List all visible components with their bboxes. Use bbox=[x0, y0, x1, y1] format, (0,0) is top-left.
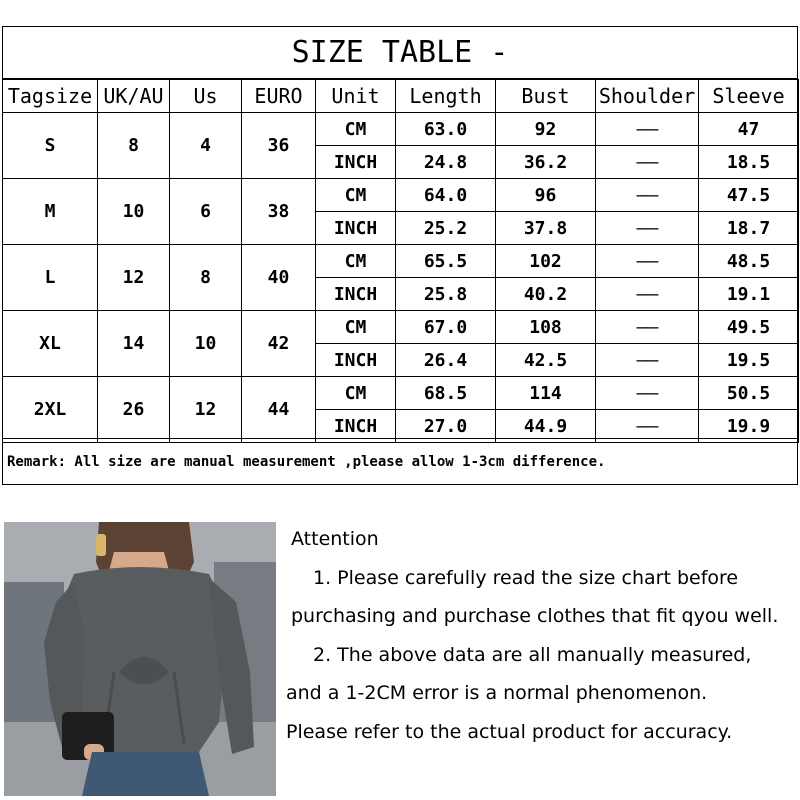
header-cell: EURO bbox=[242, 80, 316, 113]
length-cell: 67.0 bbox=[396, 311, 496, 344]
table-row bbox=[3, 245, 799, 278]
header-cell: Us bbox=[170, 80, 242, 113]
header-row bbox=[3, 80, 799, 113]
uk-size-cell: 8 bbox=[98, 113, 170, 179]
unit-cell: CM bbox=[316, 377, 396, 410]
header-cell: Sleeve bbox=[699, 80, 799, 113]
unit-cell: INCH bbox=[316, 146, 396, 179]
sleeve-cell: 18.5 bbox=[699, 146, 799, 179]
bust-cell: 36.2 bbox=[496, 146, 596, 179]
bust-cell: 108 bbox=[496, 311, 596, 344]
shoulder-cell: —— bbox=[596, 278, 699, 311]
unit-cell: INCH bbox=[316, 278, 396, 311]
uk-size-cell: 26 bbox=[98, 377, 170, 443]
sleeve-cell: 18.7 bbox=[699, 212, 799, 245]
length-cell: 24.8 bbox=[396, 146, 496, 179]
length-cell: 25.8 bbox=[396, 278, 496, 311]
bust-cell: 114 bbox=[496, 377, 596, 410]
unit-cell: CM bbox=[316, 311, 396, 344]
euro-size-cell: 36 bbox=[242, 113, 316, 179]
shoulder-cell: —— bbox=[596, 410, 699, 443]
shoulder-cell: —— bbox=[596, 377, 699, 410]
sleeve-cell: 50.5 bbox=[699, 377, 799, 410]
shoulder-cell: —— bbox=[596, 344, 699, 377]
attention-line: 1. Please carefully read the size chart before bbox=[313, 566, 739, 589]
attention-line: Please refer to the actual product for accuracy. bbox=[286, 720, 733, 743]
us-size-cell: 10 bbox=[170, 311, 242, 377]
length-cell: 68.5 bbox=[396, 377, 496, 410]
us-size-cell: 12 bbox=[170, 377, 242, 443]
bust-cell: 44.9 bbox=[496, 410, 596, 443]
length-cell: 25.2 bbox=[396, 212, 496, 245]
size-table-title: SIZE TABLE - bbox=[3, 27, 797, 79]
uk-size-cell: 14 bbox=[98, 311, 170, 377]
uk-size-cell: 12 bbox=[98, 245, 170, 311]
unit-cell: INCH bbox=[316, 410, 396, 443]
shoulder-cell: —— bbox=[596, 311, 699, 344]
sleeve-cell: 19.9 bbox=[699, 410, 799, 443]
header-cell: Tagsize bbox=[3, 80, 98, 113]
table-row bbox=[3, 179, 799, 212]
unit-cell: CM bbox=[316, 113, 396, 146]
bust-cell: 40.2 bbox=[496, 278, 596, 311]
length-cell: 27.0 bbox=[396, 410, 496, 443]
length-cell: 65.5 bbox=[396, 245, 496, 278]
attention-line: and a 1-2CM error is a normal phenomenon. bbox=[286, 682, 708, 704]
shoulder-cell: —— bbox=[596, 245, 699, 278]
attention-notes bbox=[286, 520, 800, 751]
attention-line: purchasing and purchase clothes that fit qyou well. bbox=[291, 605, 779, 627]
bust-cell: 102 bbox=[496, 245, 596, 278]
euro-size-cell: 38 bbox=[242, 179, 316, 245]
sleeve-cell: 47 bbox=[699, 113, 799, 146]
attention-line: 2. The above data are all manually measured, bbox=[313, 643, 752, 666]
unit-cell: INCH bbox=[316, 344, 396, 377]
euro-size-cell: 42 bbox=[242, 311, 316, 377]
sleeve-cell: 19.5 bbox=[699, 344, 799, 377]
header-cell: Unit bbox=[316, 80, 396, 113]
size-table bbox=[2, 26, 798, 485]
tag-size-cell: XL bbox=[3, 311, 98, 377]
table-row bbox=[3, 377, 799, 410]
header-cell: UK/AU bbox=[98, 80, 170, 113]
sleeve-cell: 49.5 bbox=[699, 311, 799, 344]
unit-cell: INCH bbox=[316, 212, 396, 245]
table-row bbox=[3, 113, 799, 146]
length-cell: 26.4 bbox=[396, 344, 496, 377]
sleeve-cell: 48.5 bbox=[699, 245, 799, 278]
shoulder-cell: —— bbox=[596, 113, 699, 146]
us-size-cell: 8 bbox=[170, 245, 242, 311]
euro-size-cell: 40 bbox=[242, 245, 316, 311]
unit-cell: CM bbox=[316, 179, 396, 212]
bust-cell: 42.5 bbox=[496, 344, 596, 377]
tag-size-cell: 2XL bbox=[3, 377, 98, 443]
remark-text: Remark: All size are manual measurement ,please allow 1-3cm difference. bbox=[3, 438, 797, 484]
bust-cell: 96 bbox=[496, 179, 596, 212]
header-cell: Length bbox=[396, 80, 496, 113]
attention-title: Attention bbox=[291, 528, 379, 550]
length-cell: 63.0 bbox=[396, 113, 496, 146]
length-cell: 64.0 bbox=[396, 179, 496, 212]
shoulder-cell: —— bbox=[596, 146, 699, 179]
bust-cell: 92 bbox=[496, 113, 596, 146]
bust-cell: 37.8 bbox=[496, 212, 596, 245]
us-size-cell: 6 bbox=[170, 179, 242, 245]
uk-size-cell: 10 bbox=[98, 179, 170, 245]
sleeve-cell: 19.1 bbox=[699, 278, 799, 311]
shoulder-cell: —— bbox=[596, 212, 699, 245]
table-row bbox=[3, 311, 799, 344]
tag-size-cell: L bbox=[3, 245, 98, 311]
unit-cell: CM bbox=[316, 245, 396, 278]
header-cell: Shoulder bbox=[596, 80, 699, 113]
euro-size-cell: 44 bbox=[242, 377, 316, 443]
header-cell: Bust bbox=[496, 80, 596, 113]
size-grid bbox=[2, 79, 799, 443]
sleeve-cell: 47.5 bbox=[699, 179, 799, 212]
shoulder-cell: —— bbox=[596, 179, 699, 212]
us-size-cell: 4 bbox=[170, 113, 242, 179]
product-photo bbox=[4, 522, 276, 796]
tag-size-cell: S bbox=[3, 113, 98, 179]
tag-size-cell: M bbox=[3, 179, 98, 245]
